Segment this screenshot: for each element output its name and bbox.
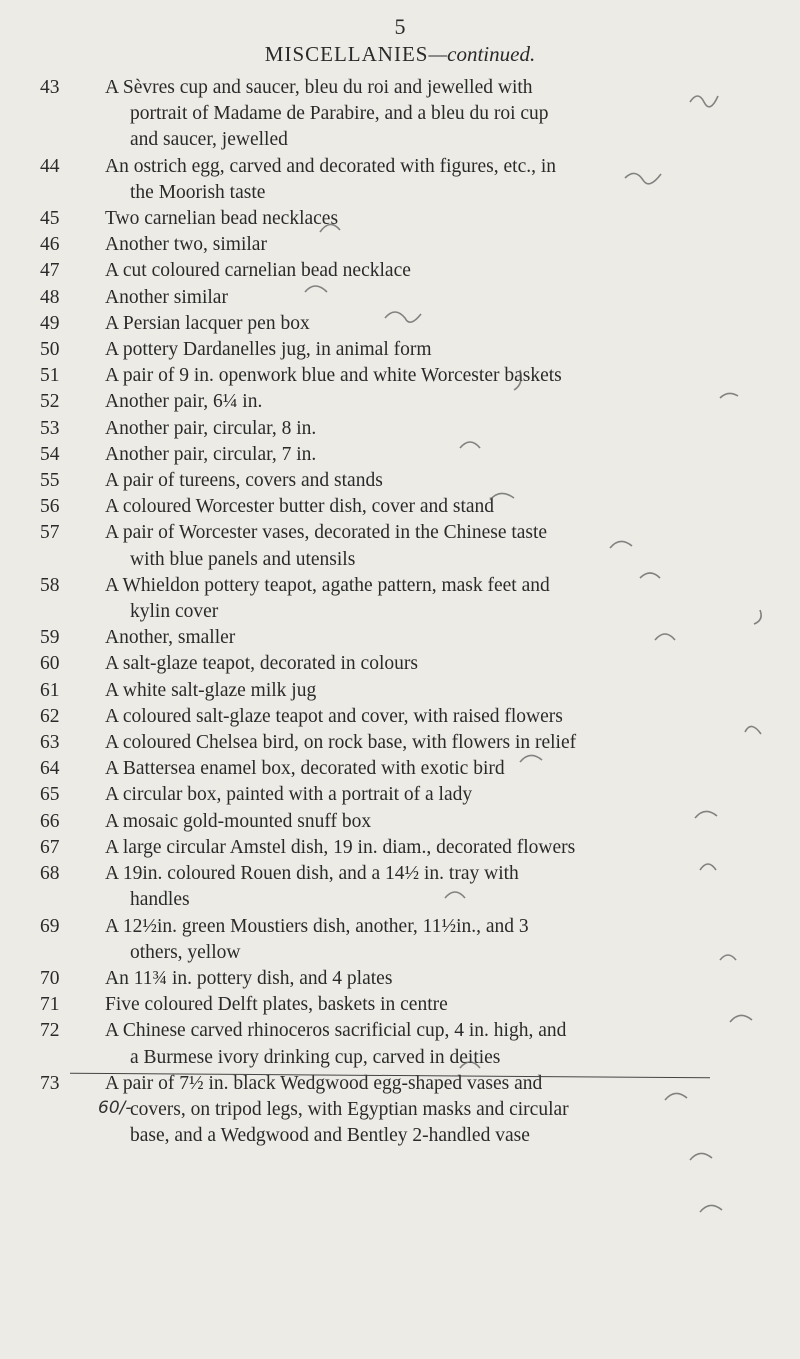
lot-entry bbox=[0, 756, 800, 782]
lot-number: 54 bbox=[40, 443, 60, 465]
lot-entry bbox=[0, 730, 800, 756]
lot-description-line: handles bbox=[130, 889, 190, 911]
page-number: 5 bbox=[394, 14, 406, 39]
lot-description-line: Another pair, circular, 7 in. bbox=[105, 443, 317, 465]
lot-number: 50 bbox=[40, 339, 60, 361]
lot-description-line: A coloured salt-glaze teapot and cover, with raised flowers bbox=[105, 705, 563, 727]
lot-entry bbox=[0, 442, 800, 468]
lot-number: 44 bbox=[40, 155, 60, 177]
lot-description-line: A white salt-glaze milk jug bbox=[105, 679, 317, 701]
lot-number: 55 bbox=[40, 470, 60, 492]
lot-entry bbox=[0, 337, 800, 363]
lot-number: 53 bbox=[40, 417, 60, 439]
lot-entry bbox=[0, 573, 800, 625]
lot-entry bbox=[0, 311, 800, 337]
lot-entry bbox=[0, 389, 800, 415]
lot-description-line: a Burmese ivory drinking cup, carved in deities bbox=[130, 1046, 501, 1068]
lot-description-line: A pair of tureens, covers and stands bbox=[105, 470, 383, 492]
lot-number: 57 bbox=[40, 522, 60, 544]
lot-description-line: base, and a Wedgwood and Bentley 2-handled vase bbox=[130, 1125, 530, 1147]
lot-number: 65 bbox=[40, 784, 60, 806]
lot-number: 58 bbox=[40, 574, 60, 596]
lot-entry bbox=[0, 363, 800, 389]
lot-description-line: portrait of Madame de Parabire, and a bleu du roi cup bbox=[130, 103, 549, 125]
lot-number: 68 bbox=[40, 863, 60, 885]
lot-description-line: Five coloured Delft plates, baskets in centre bbox=[105, 994, 448, 1016]
lot-description-line: covers, on tripod legs, with Egyptian masks and circular bbox=[130, 1098, 569, 1120]
lot-description-line: An 11¾ in. pottery dish, and 4 plates bbox=[105, 967, 393, 989]
lot-entry bbox=[0, 468, 800, 494]
lot-number: 73 bbox=[40, 1072, 60, 1094]
lot-description-line: A large circular Amstel dish, 19 in. diam., decorated flowers bbox=[105, 836, 576, 858]
lot-entry bbox=[0, 966, 800, 992]
lot-number: 67 bbox=[40, 836, 60, 858]
lot-description-line: A 19in. coloured Rouen dish, and a 14½ in. tray with bbox=[105, 863, 519, 885]
lot-number: 56 bbox=[40, 496, 60, 518]
lot-description-line: Another, smaller bbox=[105, 627, 236, 649]
lot-description-line: A pair of 7½ in. black Wedgwood egg-shaped vases and bbox=[105, 1072, 543, 1094]
lot-number: 66 bbox=[40, 810, 60, 832]
lot-number: 51 bbox=[40, 365, 60, 387]
lot-number: 45 bbox=[40, 208, 60, 230]
lot-entry bbox=[0, 861, 800, 913]
lot-description-line: A Battersea enamel box, decorated with exotic bird bbox=[105, 758, 505, 780]
lot-number: 71 bbox=[40, 994, 60, 1016]
lot-description-line: A pottery Dardanelles jug, in animal form bbox=[105, 339, 432, 361]
lot-description-line: and saucer, jewelled bbox=[130, 129, 288, 151]
lot-number: 69 bbox=[40, 915, 60, 937]
lot-description-line: A Persian lacquer pen box bbox=[105, 312, 310, 334]
lot-entry bbox=[0, 75, 800, 154]
lot-entry bbox=[0, 1018, 800, 1070]
lot-number: 49 bbox=[40, 312, 60, 334]
lot-description-line: others, yellow bbox=[130, 941, 241, 963]
lot-description-line: Another similar bbox=[105, 286, 228, 308]
lot-number: 64 bbox=[40, 758, 60, 780]
heading-continued: —continued. bbox=[428, 42, 536, 66]
lot-list bbox=[0, 75, 800, 1149]
lot-entry bbox=[0, 992, 800, 1018]
lot-description-line: Another pair, circular, 8 in. bbox=[105, 417, 317, 439]
lot-description-line: A 12½in. green Moustiers dish, another, 11½in., and 3 bbox=[105, 915, 529, 937]
lot-entry bbox=[0, 520, 800, 572]
lot-entry bbox=[0, 285, 800, 311]
lot-description-line: A coloured Chelsea bird, on rock base, with flowers in relief bbox=[105, 732, 577, 754]
lot-number: 61 bbox=[40, 679, 60, 701]
lot-description-line: with blue panels and utensils bbox=[130, 548, 356, 570]
lot-description-line: A coloured Worcester butter dish, cover and stand bbox=[105, 496, 495, 518]
lot-number: 52 bbox=[40, 391, 60, 413]
lot-description-line: A circular box, painted with a portrait of a lady bbox=[105, 784, 473, 806]
lot-description-line: A Chinese carved rhinoceros sacrificial cup, 4 in. high, and bbox=[105, 1020, 567, 1042]
lot-entry bbox=[0, 416, 800, 442]
lot-entry bbox=[0, 835, 800, 861]
lot-entry bbox=[0, 232, 800, 258]
lot-description-line: A mosaic gold-mounted snuff box bbox=[105, 810, 372, 832]
lot-entry bbox=[0, 914, 800, 966]
heading-title: MISCELLANIES bbox=[264, 42, 429, 66]
lot-description-line: A pair of 9 in. openwork blue and white Worcester baskets bbox=[105, 365, 562, 387]
lot-description-line: A Sèvres cup and saucer, bleu du roi and jewelled with bbox=[105, 77, 533, 98]
lot-entry bbox=[0, 809, 800, 835]
lot-entry bbox=[0, 154, 800, 206]
lot-entry bbox=[0, 782, 800, 808]
lot-entry bbox=[0, 494, 800, 520]
section-heading bbox=[0, 42, 800, 67]
lot-entry bbox=[0, 258, 800, 284]
lot-number: 70 bbox=[40, 967, 60, 989]
lot-description-line: An ostrich egg, carved and decorated with figures, etc., in bbox=[105, 155, 557, 177]
lot-entry bbox=[0, 206, 800, 232]
lot-entry bbox=[0, 625, 800, 651]
lot-number: 63 bbox=[40, 732, 60, 754]
lot-number: 48 bbox=[40, 286, 60, 308]
lot-description-line: A cut coloured carnelian bead necklace bbox=[105, 260, 411, 282]
lot-number: 59 bbox=[40, 627, 60, 649]
lot-description-line: A salt-glaze teapot, decorated in colours bbox=[105, 653, 418, 675]
lot-description-line: A Whieldon pottery teapot, agathe pattern, mask feet and bbox=[105, 574, 550, 596]
lot-number: 47 bbox=[40, 260, 60, 282]
lot-entry bbox=[0, 678, 800, 704]
lot-description-line: Another two, similar bbox=[105, 234, 267, 256]
lot-description-line: kylin cover bbox=[130, 601, 219, 623]
lot-entry bbox=[0, 651, 800, 677]
margin-note: 60/- bbox=[98, 1098, 132, 1118]
lot-entry bbox=[0, 704, 800, 730]
lot-description-line: Another pair, 6¼ in. bbox=[105, 391, 263, 413]
lot-number: 60 bbox=[40, 653, 60, 675]
lot-description-line: the Moorish taste bbox=[130, 181, 266, 203]
lot-number: 46 bbox=[40, 234, 60, 256]
lot-number: 43 bbox=[40, 77, 60, 98]
lot-number: 72 bbox=[40, 1020, 60, 1042]
lot-description-line: Two carnelian bead necklaces bbox=[105, 208, 339, 230]
lot-description-line: A pair of Worcester vases, decorated in the Chinese taste bbox=[105, 522, 548, 544]
lot-number: 62 bbox=[40, 705, 60, 727]
